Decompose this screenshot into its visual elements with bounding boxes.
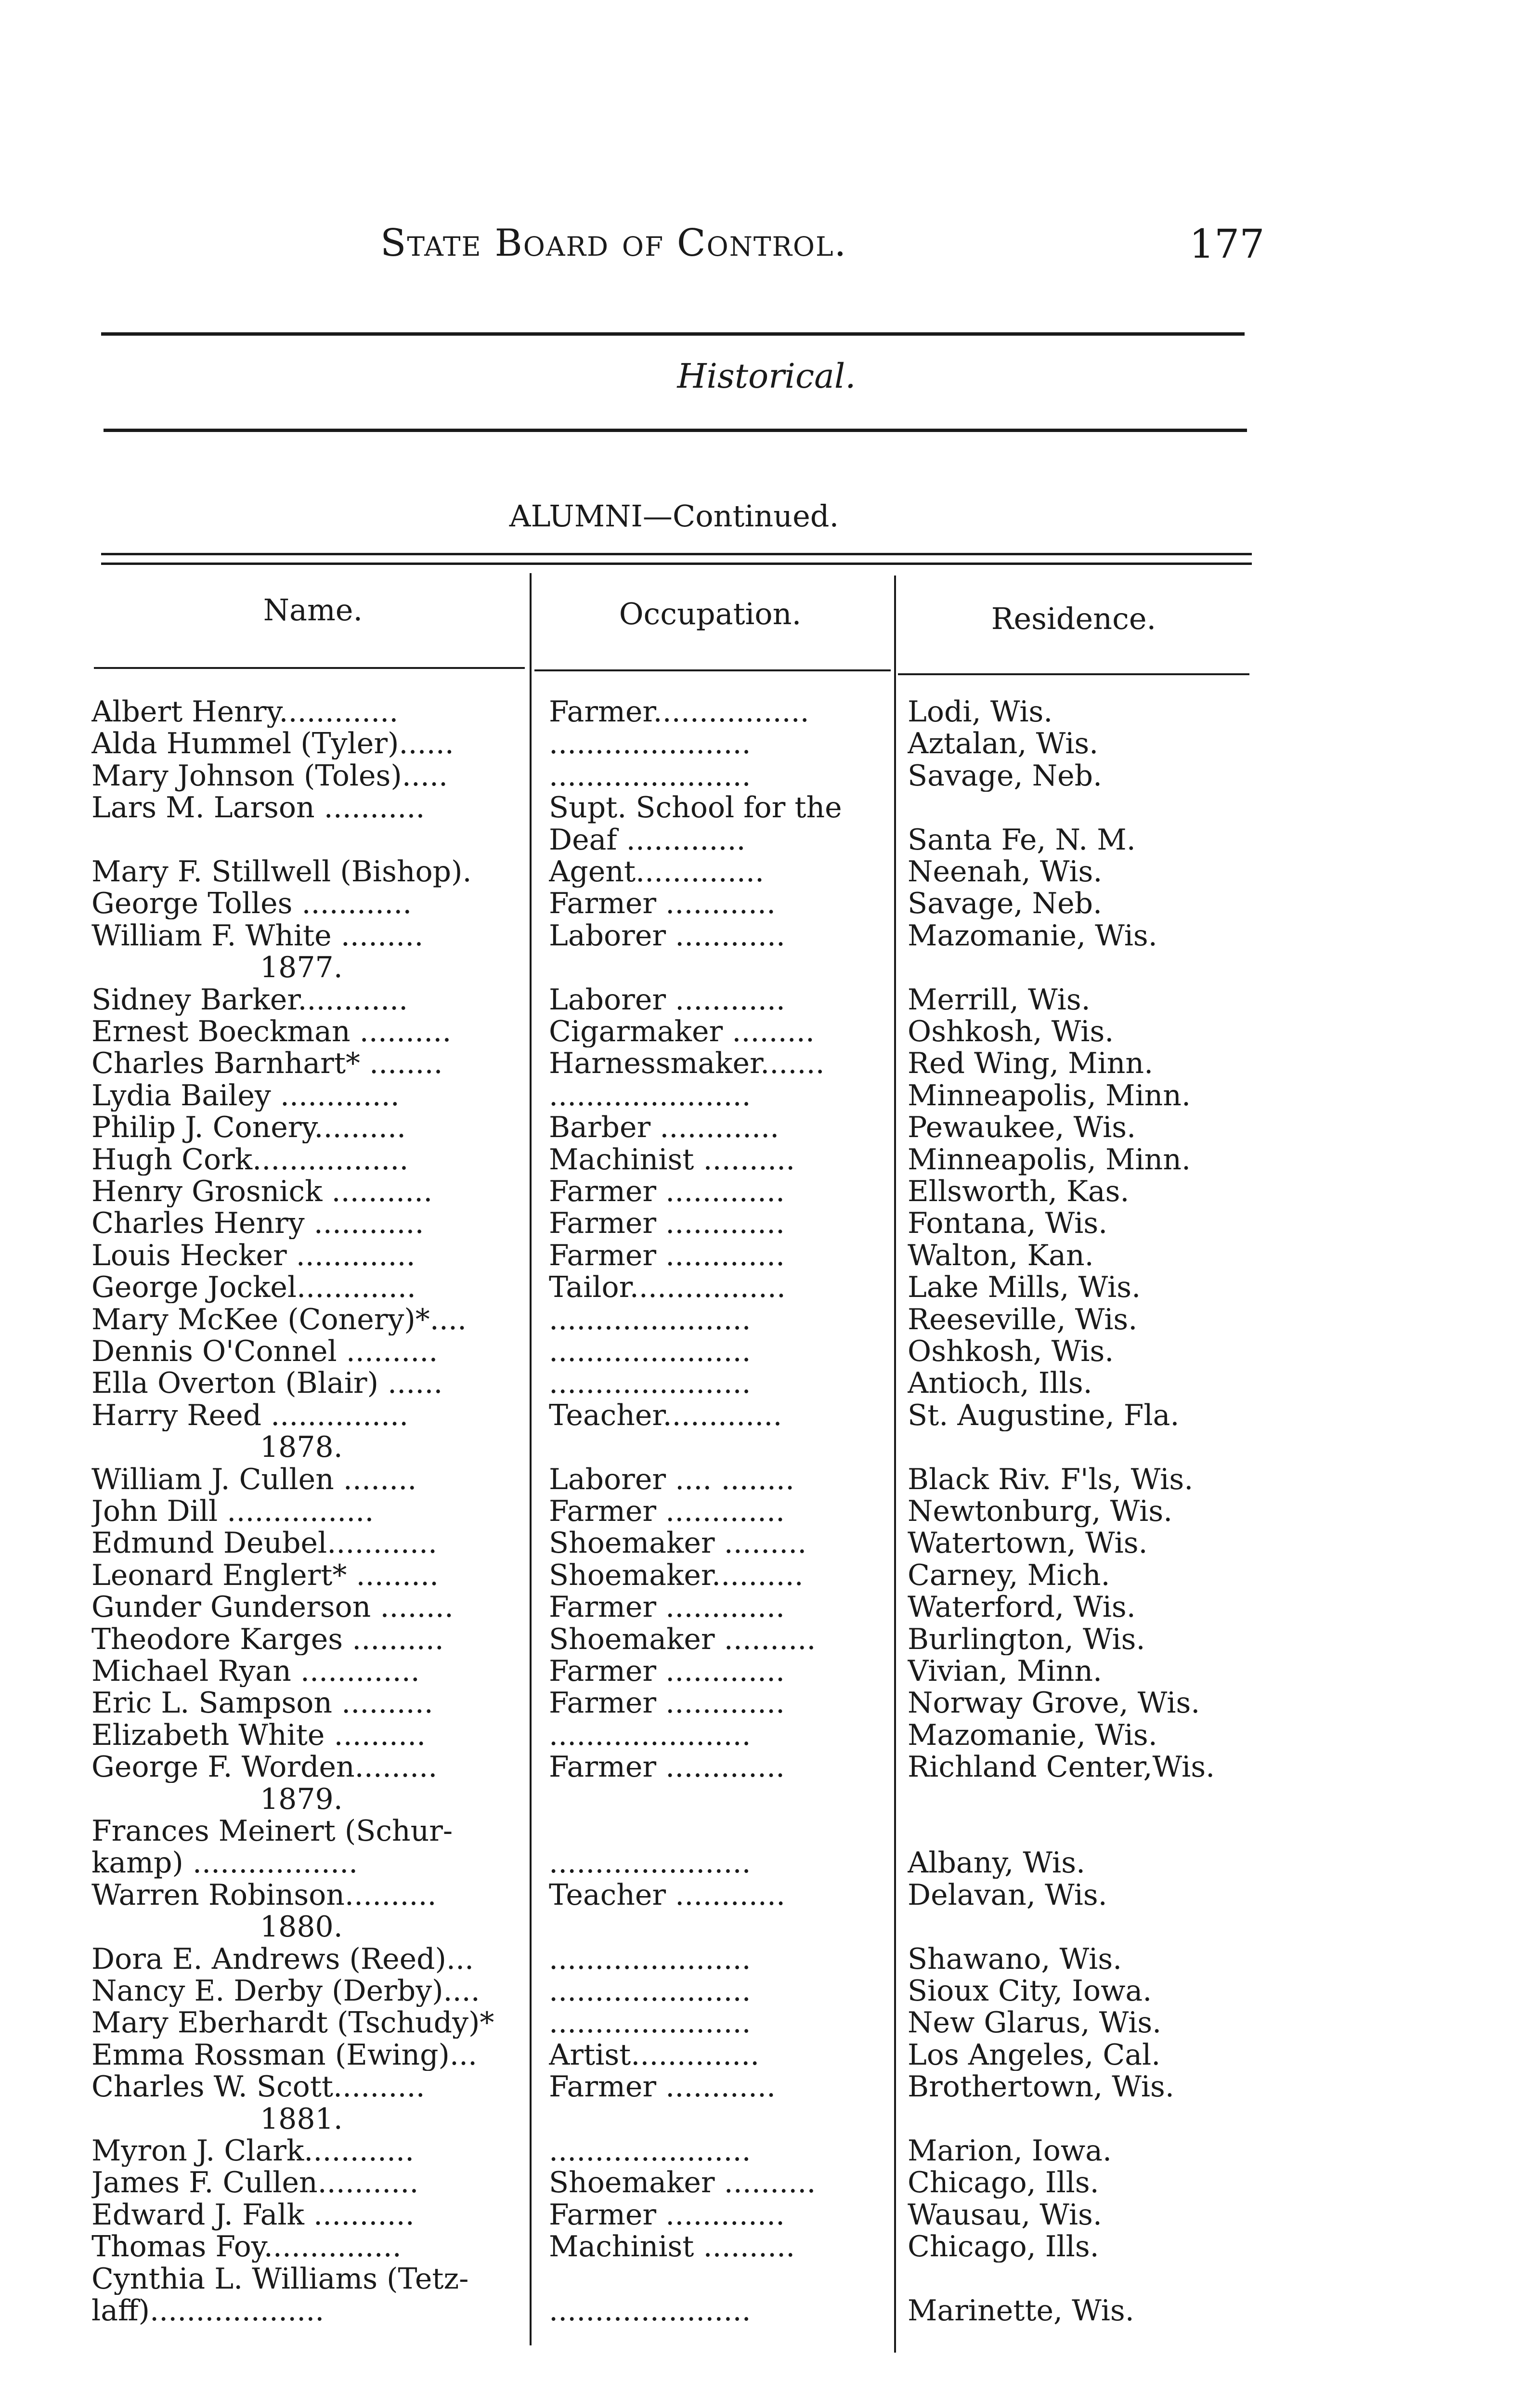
occupation: ...................... bbox=[549, 1367, 751, 1399]
alumnus-name: George Jockel............. bbox=[91, 1271, 416, 1303]
table-top-rule-2 bbox=[101, 563, 1252, 565]
occupation: Artist.............. bbox=[549, 2039, 760, 2071]
residence: Santa Fe, N. M. bbox=[908, 824, 1136, 856]
alumnus-name: Leonard Englert* ......... bbox=[91, 1559, 439, 1591]
residence: Marion, Iowa. bbox=[908, 2135, 1112, 2167]
column-header-residence: Residence. bbox=[991, 601, 1156, 636]
residence: Chicago, Ills. bbox=[908, 2231, 1099, 2263]
residence: Mazomanie, Wis. bbox=[908, 1719, 1157, 1751]
year-heading-row bbox=[0, 1431, 1533, 1463]
table-row bbox=[0, 1176, 1533, 1207]
section-title: Historical. bbox=[677, 356, 856, 396]
residence: Red Wing, Minn. bbox=[908, 1047, 1154, 1079]
table-top-rule bbox=[101, 553, 1252, 555]
occupation: Farmer ............. bbox=[549, 1655, 785, 1687]
table-row bbox=[0, 1879, 1533, 1911]
residence: Lake Mills, Wis. bbox=[908, 1271, 1141, 1303]
table-row bbox=[0, 2007, 1533, 2039]
residence: Savage, Neb. bbox=[908, 760, 1103, 792]
residence: Norway Grove, Wis. bbox=[908, 1687, 1200, 1719]
alumnus-name: Sidney Barker............ bbox=[91, 984, 408, 1016]
residence: Delavan, Wis. bbox=[908, 1879, 1107, 1911]
column-header-occupation: Occupation. bbox=[619, 596, 802, 631]
occupation: Farmer ............. bbox=[549, 1240, 785, 1271]
alumnus-name: Cynthia L. Williams (Tetz- bbox=[91, 2263, 469, 2295]
alumnus-name: James F. Cullen........... bbox=[91, 2167, 419, 2199]
residence: Oshkosh, Wis. bbox=[908, 1335, 1114, 1367]
occupation: Farmer ............ bbox=[549, 2071, 776, 2103]
alumnus-name: Dennis O'Connel .......... bbox=[91, 1335, 438, 1367]
table-caption: ALUMNI—Continued. bbox=[509, 498, 839, 534]
page-number: 177 bbox=[1189, 222, 1265, 267]
residence: Merrill, Wis. bbox=[908, 984, 1091, 1016]
table-row bbox=[0, 1815, 1533, 1847]
occupation: ...................... bbox=[549, 1304, 751, 1335]
alumnus-name: Albert Henry............. bbox=[91, 696, 399, 728]
occupation: ...................... bbox=[549, 1943, 751, 1975]
alumnus-name: Louis Hecker ............. bbox=[91, 1240, 416, 1271]
table-row bbox=[0, 2263, 1533, 2295]
occupation: Farmer ............. bbox=[549, 1207, 785, 1239]
residence: St. Augustine, Fla. bbox=[908, 1400, 1180, 1431]
occupation: Shoemaker .......... bbox=[549, 1623, 816, 1655]
occupation: Deaf ............. bbox=[549, 824, 746, 856]
table-row bbox=[0, 760, 1533, 792]
table-row bbox=[0, 2167, 1533, 2199]
occupation: Farmer ............. bbox=[549, 1687, 785, 1719]
table-row bbox=[0, 1367, 1533, 1399]
alumnus-name: Nancy E. Derby (Derby).... bbox=[91, 1975, 480, 2007]
alumnus-name: kamp) .................. bbox=[91, 1847, 358, 1879]
occupation: Machinist .......... bbox=[549, 2231, 795, 2263]
table-row bbox=[0, 984, 1533, 1016]
column-header-name: Name. bbox=[263, 592, 363, 628]
residence: Sioux City, Iowa. bbox=[908, 1975, 1152, 2007]
table-row bbox=[0, 1943, 1533, 1975]
occupation: Laborer ............ bbox=[549, 920, 785, 952]
alumnus-name: Thomas Foy............... bbox=[91, 2231, 402, 2263]
graduation-year: 1879. bbox=[260, 1782, 343, 1816]
alumnus-name: Ella Overton (Blair) ...... bbox=[91, 1367, 443, 1399]
residence: Albany, Wis. bbox=[908, 1847, 1086, 1879]
alumnus-name: Myron J. Clark............ bbox=[91, 2135, 415, 2167]
residence: Lodi, Wis. bbox=[908, 696, 1053, 728]
alumnus-name: Mary F. Stillwell (Bishop). bbox=[91, 856, 472, 888]
residence: Watertown, Wis. bbox=[908, 1527, 1148, 1559]
residence: Carney, Mich. bbox=[908, 1559, 1110, 1591]
occupation: ...................... bbox=[549, 2007, 751, 2039]
occupation: Agent.............. bbox=[549, 856, 765, 888]
occupation: ...................... bbox=[549, 2295, 751, 2327]
alumnus-name: Gunder Gunderson ........ bbox=[91, 1591, 454, 1623]
residence: Marinette, Wis. bbox=[908, 2295, 1134, 2327]
table-row bbox=[0, 1207, 1533, 1239]
header-underline-residence bbox=[898, 673, 1249, 675]
table-row bbox=[0, 2071, 1533, 2103]
occupation: ...................... bbox=[549, 1975, 751, 2007]
residence: Waterford, Wis. bbox=[908, 1591, 1136, 1623]
occupation: Teacher............. bbox=[549, 1400, 782, 1431]
occupation: Machinist .......... bbox=[549, 1144, 795, 1176]
occupation: Supt. School for the bbox=[549, 792, 842, 824]
table-row bbox=[0, 1975, 1533, 2007]
residence: New Glarus, Wis. bbox=[908, 2007, 1162, 2039]
year-heading-row bbox=[0, 1783, 1533, 1815]
alumnus-name: Ernest Boeckman .......... bbox=[91, 1016, 452, 1047]
alumnus-name: Warren Robinson.......... bbox=[91, 1879, 437, 1911]
header-underline-name bbox=[94, 667, 525, 669]
table-row bbox=[0, 1751, 1533, 1783]
year-heading-row bbox=[0, 952, 1533, 983]
table-row bbox=[0, 1144, 1533, 1176]
table-row bbox=[0, 1080, 1533, 1112]
table-row bbox=[0, 1047, 1533, 1079]
table-row bbox=[0, 1623, 1533, 1655]
occupation: Farmer ............. bbox=[549, 1495, 785, 1527]
residence: Ellsworth, Kas. bbox=[908, 1176, 1130, 1207]
table-row bbox=[0, 1464, 1533, 1495]
occupation: Shoemaker.......... bbox=[549, 1559, 804, 1591]
residence: Walton, Kan. bbox=[908, 1240, 1094, 1271]
table-row bbox=[0, 1400, 1533, 1431]
residence: Wausau, Wis. bbox=[908, 2199, 1102, 2231]
occupation: Farmer ............. bbox=[549, 2199, 785, 2231]
residence: Minneapolis, Minn. bbox=[908, 1144, 1191, 1176]
occupation: Farmer................. bbox=[549, 696, 809, 728]
table-row bbox=[0, 2039, 1533, 2071]
occupation: Laborer .... ........ bbox=[549, 1464, 795, 1495]
table-row bbox=[0, 2231, 1533, 2263]
occupation: Barber ............. bbox=[549, 1112, 779, 1143]
residence: Shawano, Wis. bbox=[908, 1943, 1122, 1975]
alumnus-name: Hugh Cork................. bbox=[91, 1144, 409, 1176]
residence: Chicago, Ills. bbox=[908, 2167, 1099, 2199]
table-row bbox=[0, 920, 1533, 952]
occupation: Farmer ............. bbox=[549, 1591, 785, 1623]
occupation: ...................... bbox=[549, 1080, 751, 1112]
table-row bbox=[0, 1240, 1533, 1271]
occupation: Laborer ............ bbox=[549, 984, 785, 1016]
graduation-year: 1880. bbox=[260, 1910, 343, 1944]
graduation-year: 1878. bbox=[260, 1430, 343, 1464]
residence: Aztalan, Wis. bbox=[908, 728, 1099, 759]
graduation-year: 1877. bbox=[260, 951, 343, 984]
table-row bbox=[0, 856, 1533, 888]
alumnus-name: Edmund Deubel............ bbox=[91, 1527, 438, 1559]
alumnus-name: Charles Henry ............ bbox=[91, 1207, 424, 1239]
residence: Richland Center,Wis. bbox=[908, 1751, 1215, 1783]
occupation: ...................... bbox=[549, 728, 751, 759]
residence: Reeseville, Wis. bbox=[908, 1304, 1138, 1335]
alumnus-name: George Tolles ............ bbox=[91, 888, 412, 919]
alumnus-name: Dora E. Andrews (Reed)... bbox=[91, 1943, 474, 1975]
residence: Fontana, Wis. bbox=[908, 1207, 1108, 1239]
table-row bbox=[0, 1112, 1533, 1143]
occupation: Cigarmaker ......... bbox=[549, 1016, 815, 1047]
residence: Los Angeles, Cal. bbox=[908, 2039, 1161, 2071]
alumnus-name: Michael Ryan ............. bbox=[91, 1655, 420, 1687]
alumnus-name: John Dill ................ bbox=[91, 1495, 374, 1527]
alumnus-name: Charles Barnhart* ........ bbox=[91, 1047, 443, 1079]
alumnus-name: Frances Meinert (Schur- bbox=[91, 1815, 453, 1847]
alumnus-name: Theodore Karges .......... bbox=[91, 1623, 444, 1655]
residence: Newtonburg, Wis. bbox=[908, 1495, 1173, 1527]
occupation: Farmer ............ bbox=[549, 888, 776, 919]
table-row bbox=[0, 1687, 1533, 1719]
residence: Minneapolis, Minn. bbox=[908, 1080, 1191, 1112]
occupation: ...................... bbox=[549, 2135, 751, 2167]
alumnus-name: Edward J. Falk ........... bbox=[91, 2199, 415, 2231]
table-row bbox=[0, 1304, 1533, 1335]
year-heading-row bbox=[0, 1911, 1533, 1943]
residence: Savage, Neb. bbox=[908, 888, 1103, 919]
alumnus-name: William F. White ......... bbox=[91, 920, 424, 952]
table-row bbox=[0, 1271, 1533, 1303]
residence: Antioch, Ills. bbox=[908, 1367, 1092, 1399]
residence: Brothertown, Wis. bbox=[908, 2071, 1174, 2103]
occupation: ...................... bbox=[549, 1719, 751, 1751]
alumnus-name: laff)................... bbox=[91, 2295, 325, 2327]
alumnus-name: Lydia Bailey ............. bbox=[91, 1080, 400, 1112]
alumnus-name: Elizabeth White .......... bbox=[91, 1719, 426, 1751]
table-row bbox=[0, 696, 1533, 728]
table-row bbox=[0, 1847, 1533, 1879]
table-row bbox=[0, 1335, 1533, 1367]
occupation: Farmer ............. bbox=[549, 1176, 785, 1207]
year-heading-row bbox=[0, 2103, 1533, 2135]
table-row bbox=[0, 1559, 1533, 1591]
table-row bbox=[0, 2135, 1533, 2167]
occupation: Harnessmaker....... bbox=[549, 1047, 825, 1079]
table-row bbox=[0, 2199, 1533, 2231]
graduation-year: 1881. bbox=[260, 2102, 343, 2136]
occupation: Farmer ............. bbox=[549, 1751, 785, 1783]
running-head: State Board of Control. bbox=[380, 222, 847, 265]
alumnus-name: Mary McKee (Conery)*.... bbox=[91, 1304, 467, 1335]
residence: Vivian, Minn. bbox=[908, 1655, 1103, 1687]
alumnus-name: Philip J. Conery.......... bbox=[91, 1112, 406, 1143]
occupation: ...................... bbox=[549, 760, 751, 792]
table-row bbox=[0, 1527, 1533, 1559]
alumnus-name: Mary Eberhardt (Tschudy)* bbox=[91, 2007, 494, 2039]
table-row bbox=[0, 792, 1533, 824]
header-underline-occupation bbox=[534, 669, 891, 671]
residence: Oshkosh, Wis. bbox=[908, 1016, 1114, 1047]
occupation: ...................... bbox=[549, 1335, 751, 1367]
residence: Black Riv. F'ls, Wis. bbox=[908, 1464, 1194, 1495]
table-row bbox=[0, 1655, 1533, 1687]
table-row bbox=[0, 1495, 1533, 1527]
alumnus-name: Eric L. Sampson .......... bbox=[91, 1687, 433, 1719]
table-row bbox=[0, 1719, 1533, 1751]
occupation: Teacher ............ bbox=[549, 1879, 786, 1911]
table-row bbox=[0, 824, 1533, 856]
table-row bbox=[0, 2295, 1533, 2327]
occupation: Shoemaker ......... bbox=[549, 1527, 807, 1559]
alumnus-name: Henry Grosnick ........... bbox=[91, 1176, 433, 1207]
alumnus-name: Lars M. Larson ........... bbox=[91, 792, 425, 824]
top-rule-1 bbox=[101, 332, 1245, 336]
top-rule-2 bbox=[104, 429, 1247, 432]
alumnus-name: William J. Cullen ........ bbox=[91, 1464, 417, 1495]
table-row bbox=[0, 1591, 1533, 1623]
alumnus-name: Emma Rossman (Ewing)... bbox=[91, 2039, 478, 2071]
occupation: ...................... bbox=[549, 1847, 751, 1879]
table-row bbox=[0, 728, 1533, 759]
alumnus-name: Alda Hummel (Tyler)...... bbox=[91, 728, 454, 759]
occupation: Shoemaker .......... bbox=[549, 2167, 816, 2199]
occupation: Tailor................. bbox=[549, 1271, 786, 1303]
alumnus-name: Charles W. Scott.......... bbox=[91, 2071, 425, 2103]
residence: Pewaukee, Wis. bbox=[908, 1112, 1136, 1143]
residence: Mazomanie, Wis. bbox=[908, 920, 1157, 952]
residence: Neenah, Wis. bbox=[908, 856, 1103, 888]
residence: Burlington, Wis. bbox=[908, 1623, 1145, 1655]
alumnus-name: George F. Worden......... bbox=[91, 1751, 438, 1783]
alumnus-name: Harry Reed ............... bbox=[91, 1400, 409, 1431]
table-row bbox=[0, 888, 1533, 919]
table-row bbox=[0, 1016, 1533, 1047]
alumnus-name: Mary Johnson (Toles)..... bbox=[91, 760, 448, 792]
